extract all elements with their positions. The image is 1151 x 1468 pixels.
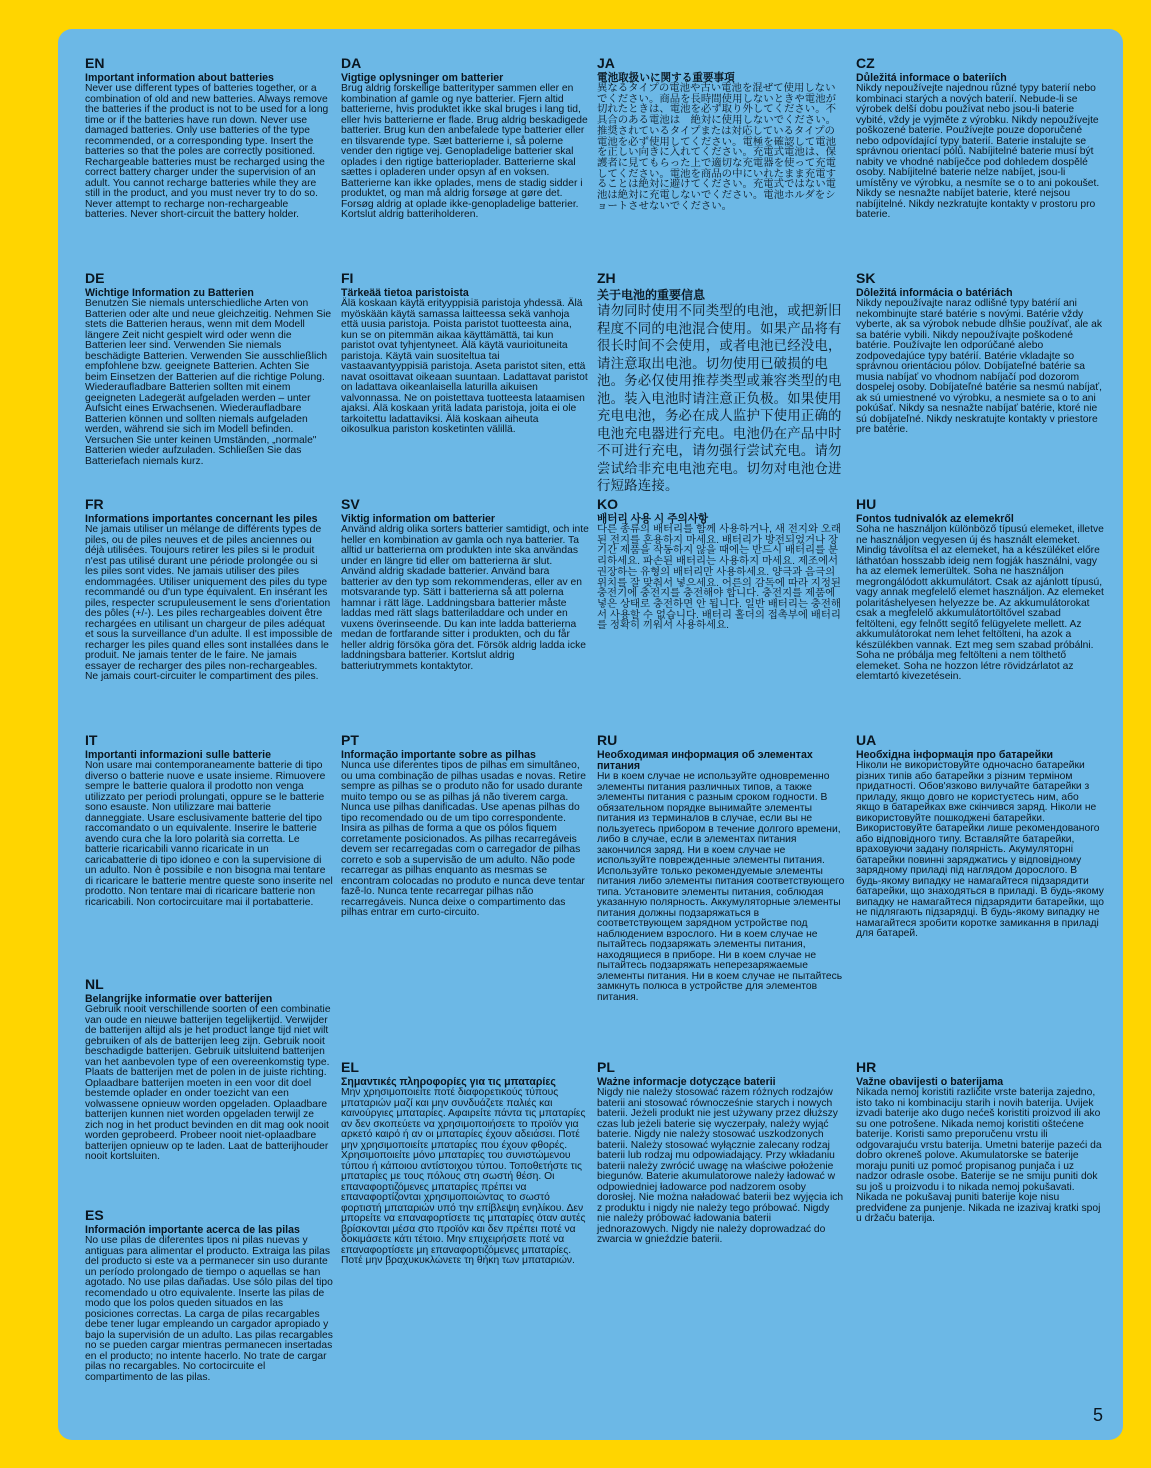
language-code: SK	[856, 270, 876, 286]
language-code: SV	[341, 496, 360, 512]
section-zh	[597, 271, 845, 495]
section-de	[85, 271, 333, 467]
section-title: 배터리 사용 시 주의사항	[597, 513, 709, 525]
page-number: 5	[1093, 1405, 1104, 1425]
section-title: Informação importante sobre as pilhas	[341, 749, 536, 761]
language-code: ES	[85, 1207, 104, 1223]
section-body: Gebruik nooit verschillende soorten of een combinatie van oude en nieuwe batterijen tegelijkertijd. Verwijder de batterijen altijd als je het product lange tijd niet wilt gebruiken of als de batterijen leeg zijn. Gebruik nooit beschadigde batterijen. Gebruik uitsluitend batterijen van het aanbevolen type of een overeenkomstig type. Plaats de batterijen met de polen in de juiste richting. Oplaadbare batterijen moeten in een voor dit doel bestemde oplader en onder toezicht van een volwassene opnieuw worden opgeladen. Oplaadbare batterijen kunnen niet worden opgeladen terwijl ze zich nog in het product bevinden en dit mag ook nooit worden geprobeerd. Probeer nooit niet-oplaadbare batterijen opnieuw op te laden. Laat de batterijhouder nooit kortsluiten.	[85, 1004, 331, 1162]
language-code: HU	[856, 496, 877, 512]
section-body: Ни в коем случае не используйте одновременно элементы питания различных типов, а также элементы питания с разным сроком годности. В обязательном порядке вынимайте элементы питания из терминалов в случае, если вы не пользуетесь прибором в течение долгого времени, либо в случае, если в элементах питания закончился заряд. Ни в коем случае не используйте поврежденные элементы питания. Используйте только рекомендуемые элементы питания либо элементы питания соответствующего типа. Установите элементы питания, соблюдая указанную полярность. Аккумуляторные элементы питания должны подзаряжаться в соответствующем зарядном устройстве под наблюдением взрослого. Ни в коем случае не пытайтесь подзаряжать элементы питания, находящиеся в приборе. Ни в коем случае не пытайтесь подзаряжать неперезаряжаемые элементы питания. Ни в коем случае не пытайтесь замкнуть полюса в устройстве для элементов питания.	[597, 771, 845, 1003]
section-nl	[85, 977, 333, 1163]
section-body: 다른 종류의 배터리를 함께 사용하거나, 새 전지와 오래된 전지를 혼용하지 마세요. 배터리가 방전되었거나 장기간 제품을 작동하지 않을 때에는 반드시 배터리를 분리하세요. 파손된 배터리는 사용하지 마세요. 제조에서 권장하는 유형의 배터리만 사용하세요. 양극과 음극의 위치를 잘 맞춰서 넣으세요. 어른의 감독에 따라 지정된 충전기에 충전지를 충전해야 합니다. 충전지를 제품에 넣은 상태로 충전하면 안 됩니다. 일반 배터리는 충전해서 사용할 수 없습니다. 배터리 홀더의 접촉부에 배터리를 정확히 끼워서 사용하세요.	[597, 524, 841, 632]
section-title: Belangrijke informatie over batterijen	[85, 993, 273, 1005]
section-da	[341, 56, 589, 221]
section-title: Důležitá informace o bateriích	[856, 72, 1007, 84]
section-ru	[597, 733, 845, 1003]
language-code: FR	[85, 496, 104, 512]
section-body: Nikdy nepoužívajte naraz odlišné typy batérií ani nekombinujte staré batérie s novými. Batérie vždy vyberte, ak sa výrobok nebude dlhšie používať, ale ak sa batérie vybili. Nikdy nepoužívajte poškodené batérie. Používajte len odporúčané alebo zodpovedajúce typy batérií. Batérie vkladajte so správnou orientáciou pólov. Dobíjateľné batérie sa musia nabíjať vo vhodnom nabíjačí pod dozorom dospelej osoby. Dobíjateľné batérie sa nesmú nabíjať, ak sú umiestnené vo výrobku, a nesmiete sa o to ani pokúšať. Nikdy sa nesnažte nabíjať batérie, ktoré nie sú dobíjateľné. Nikdy neskratujte kontakty v priestore pre batérie.	[856, 298, 1102, 435]
language-code: IT	[85, 732, 98, 748]
section-body: Benutzen Sie niemals unterschiedliche Arten von Batterien oder alte und neue gleichzeitig. Nehmen Sie stets die Batterien heraus, wenn mit dem Modell längere Zeit nicht gespielt wird oder wenn die Batterien leer sind. Verwenden Sie niemals beschädigte Batterien. Verwenden Sie ausschließlich empfohlene bzw. geeignete Batterien. Achten Sie beim Einsetzen der Batterien auf die richtige Polung. Wiederaufladbare Batterien sollten mit einem geeigneten Ladegerät aufgeladen werden – unter Aufsicht eines Erwachsenen. Wiederaufladbare Batterien können und sollten niemals aufgeladen werden, während sie sich im Modell befinden. Versuchen Sie unter keinen Umständen, „normale" Batterien wieder aufzuladen. Schließen Sie das Batteriefach niemals kurz.	[85, 298, 332, 467]
section-body: Μην χρησιμοποιείτε ποτέ διαφορετικούς τύπους μπαταριών μαζί και μην συνδυάζετε παλιές και καινούργιες μπαταρίες. Αφαιρείτε πάντα τις μπαταρίες αν δεν σκοπεύετε να χρησιμοποιήσετε το προϊόν για αρκετό καιρό ή αν οι μπαταρίες έχουν αδειάσει. Ποτέ μην χρησιμοποιείτε μπαταρίες που έχουν φθορές. Χρησιμοποιείτε μόνο μπαταρίες του συνιστώμενου τύπου ή κάποιου αντίστοιχου τύπου. Τοποθετήστε τις μπαταρίες με τους πόλους στη σωστή θέση. Οι επαναφορτιζόμενες μπαταρίες πρέπει να επαναφορτίζονται χρησιμοποιώντας το σωστό φορτιστή μπαταριών υπό την επίβλεψη ενηλίκου. Δεν μπορείτε να επαναφορτίσετε τις μπαταρίες όταν αυτές βρίσκονται μέσα στο προϊόν και δεν πρέπει ποτέ να δοκιμάσετε κάτι τέτοιο. Μην επιχειρήσετε ποτέ να επαναφορτίσετε μη επαναφορτιζόμενες μπαταρίες. Ποτέ μην βραχυκυκλώνετε τη θήκη των μπαταριών.	[341, 1087, 586, 1266]
section-fi	[341, 271, 589, 436]
section-body: Ніколи не використовуйте одночасно батарейки різних типів або батарейки з різним терміном придатності. Обов'язково вилучайте батарейки з приладу, якщо довго не користуєтесь ним, або якщо в батарейках вже скінчився заряд. Ніколи не використовуйте пошкоджені батарейки. Використовуйте батарейки лише рекомендованого або відповідного типу. Вставляйте батарейки, враховуючи задану полярність. Акумуляторні батарейки повинні заряджатись у відповідному зарядному приладі під наглядом дорослого. В будь-якому випадку не намагайтеся підзарядити батарейки, що знаходяться в приладі. В будь-якому випадку не намагайтеся підзарядити батарейки, що не підлягають підзарядці. В будь-якому випадку не намагайтеся зробити коротке замикання в приладі для батарей.	[856, 760, 1104, 939]
section-title: Important information about batteries	[85, 72, 274, 84]
section-body: Nigdy nie należy stosować razem różnych rodzajów baterii ani stosować równocześnie starych i nowych baterii. Jeżeli produkt nie jest używany przez dłuższy czas lub jeżeli baterie się wyczerpały, należy wyjąć baterie. Nigdy nie należy stosować uszkodzonych baterii. Należy stosować wyłącznie zalecany rodzaj baterii lub rodzaj mu odpowiadający. Przy wkładaniu baterii należy zwrócić uwagę na właściwe położenie biegunów. Baterie akumulatorowe należy ładować w odpowiedniej ładowarce pod nadzorem osoby dorosłej. Nie można naładować baterii bez wyjęcia ich z produktu i nigdy nie należy tego próbować. Nigdy nie należy próbować ładowania baterii jednorazowych. Nigdy nie należy doprowadzać do zwarcia w gnieździe baterii.	[597, 1087, 844, 1245]
section-title: Važne obavijesti o baterijama	[856, 1076, 1004, 1088]
language-code: EN	[85, 55, 105, 71]
section-it	[85, 733, 333, 908]
section-title: Σημαντικές πληροφορίες για τις μπαταρίες	[341, 1076, 556, 1088]
section-body: Använd aldrig olika sorters batterier samtidigt, och inte heller en kombination av gamla och nya batterier. Ta alltid ur batterierna om produkten inte ska användas under en längre tid eller om batterierna är slut. Använd aldrig skadade batterier. Använd bara batterier av den typ som rekommenderas, eller av en motsvarande typ. Sätt i batterierna så att polerna hamnar i rätt läge. Laddningsbara batterier måste laddas med rätt slags batteriladdare och under en vuxens överinseende. Du kan inte ladda batterierna medan de fortfarande sitter i produkten, och du får heller aldrig försöka göra det. Försök aldrig ladda icke laddningsbara batterier. Kortslut aldrig batteriutrymmets kontaktytor.	[341, 524, 589, 672]
section-body: No use pilas de diferentes tipos ni pilas nuevas y antiguas para alimentar el producto. Extraiga las pilas del producto si este va a permanecer sin uso durante un período prolongado de tiempo o aquellas se han agotado. No use pilas dañadas. Use sólo pilas del tipo recomendado u otro equivalente. Inserte las pilas de modo que los polos queden situados en las posiciones correctas. La carga de pilas recargables debe tener lugar empleando un cargador apropiado y bajo la supervisión de un adulto. Las pilas recargables no se pueden cargar mientras permanecen insertadas en el producto; no intente hacerlo. No trate de cargar pilas no recargables. No cortocircuite el compartimento de las pilas.	[85, 1235, 333, 1383]
section-body: Nunca use diferentes tipos de pilhas em simultâneo, ou uma combinação de pilhas usadas e novas. Retire sempre as pilhas se o produto não for usado durante muito tempo ou se as pilhas já não tiverem carga. Nunca use pilhas danificadas. Use apenas pilhas do tipo recomendado ou de um tipo correspondente. Insira as pilhas de forma a que os pólos fiquem corretamente posicionados. As pilhas recarregáveis devem ser recarregadas com o carregador de pilhas correto e sob a supervisão de um adulto. Não pode recarregar as pilhas enquanto as mesmas se encontram colocadas no produto e nunca deve tentar fazê-lo. Nunca tente recarregar pilhas não recarregáveis. Nunca deixe o compartimento das pilhas entrar em curto-circuito.	[341, 760, 586, 918]
section-title: Необходимая информация об элементах питания	[597, 749, 813, 772]
language-code: EL	[341, 1059, 359, 1075]
section-body: Ne jamais utiliser un mélange de différents types de piles, ou de piles neuves et de piles anciennes ou déjà utilisées. Toujours retirer les piles si le produit n'est pas utilisé durant une période prolongée ou si les piles sont vides. Ne jamais utiliser des piles endommagées. Utiliser uniquement des piles du type recommandé ou d'un type équivalent. En insérant les piles, respecter scrupuleusement le sens d'orientation des pôles (+/-). Les piles rechargeables doivent être rechargées en utilisant un chargeur de piles adéquat et sous la surveillance d'un adulte. Il est impossible de recharger les piles quand elles sont installées dans le produit. Ne jamais tenter de le faire. Ne jamais essayer de recharger des piles non-rechargeables. Ne jamais court-circuiter le compartiment des piles.	[85, 524, 333, 682]
section-ua	[856, 733, 1104, 940]
language-code: DA	[341, 55, 362, 71]
section-body: Soha ne használjon különböző típusú elemeket, illetve ne használjon vegyesen új és használt elemeket. Mindig távolítsa el az elemeket, ha a készüléket előre láthatóan hosszabb ideig nem fogják használni, vagy ha az elemek lemerültek. Soha ne használjon megrongálódott akkumulátort. Csak az ajánlott típusú, vagy annak megfelelő elemet használjon. Az elemeket polaritáshelyesen helyezze be. Az akkumulátorokat csak a megfelelő akkumulátortöltővel szabad feltölteni, egy felnőtt segítő felügyelete mellett. Az akkumulátorokat nem lehet feltölteni, ha azok a készülékben vannak. Ezt meg sem szabad próbálni. Soha ne próbálja meg feltölteni a nem tölthető elemeket. Soha ne hozzon létre rövidzárlatot az elemtartó kivezetésein.	[856, 524, 1104, 682]
section-title: Tärkeää tietoa paristoista	[341, 287, 469, 299]
section-sv	[341, 497, 589, 672]
section-body: Nikdy nepoužívejte najednou různé typy baterií nebo kombinaci starých a nových baterií. Nebude-li se výrobek delší dobu používat nebo jsou-li baterie vybité, vždy je vyjměte z výrobku. Nikdy nepoužívejte poškozené baterie. Používejte pouze doporučené nebo odpovídající typy baterií. Baterie instalujte se správnou orientací pólů. Nabíjitelné baterie musí být nabity ve vhodné nabíječce pod dohledem dospělé osoby. Nabíjitelné baterie nelze nabíjet, jsou-li umístěny ve výrobku, a nesmíte se o to ani pokoušet. Nikdy se nesnažte nabíjet baterie, které nejsou nabíjitelné. Nikdy nezkratujte kontakty v prostoru pro baterie.	[856, 83, 1100, 220]
language-code: PT	[341, 732, 359, 748]
language-code: DE	[85, 270, 105, 286]
section-body: 異なるタイプの電池や古い電池を混ぜて使用しないでください。商品を長時間使用しないときや電池が切れたときは、電池を必ず取り外してください。不具合のある電池は 絶対に使用しないでください。推奨されているタイプまたは対応しているタイプの電池を必ず使用してください。電極を確認して電池を正しい向きに入れてください。充電式電池は、保護者に見てもらった上で適切な充電器を使って充電してください。電池を商品の中にいれたまま充電することは絶対に避けてください。充電式ではない電池は絶対に充電しないでください。電池ホルダをショートさせないでください。	[597, 83, 836, 212]
section-title: Ważne informacje dotyczące baterii	[597, 1076, 776, 1088]
section-pl	[597, 1060, 845, 1246]
section-hr	[856, 1060, 1104, 1225]
section-body: Älä koskaan käytä erityyppisiä paristoja yhdessä. Älä myöskään käytä samassa laitteessa sekä vanhoja että uusia paristoja. Poista paristot tuotteesta aina, kun se on pitemmän aikaa käyttämättä, tai kun paristot ovat tyhjentyneet. Älä käytä vaurioituneita paristoja. Käytä vain suositeltua tai vastaavantyyppisiä paristoja. Aseta paristot siten, että navat osoittavat oikeaan suuntaan. Ladattavat paristot on ladattava oikeanlaisella laturilla aikuisen valvonnassa. Ne on poistettava tuotteesta lataamisen ajaksi. Älä koskaan yritä ladata paristoja, joita ei ole tarkoitettu ladattaviksi. Älä koskaan aiheuta oikosulkua pariston kosketinten välillä.	[341, 298, 588, 435]
section-title: Fontos tudnivalók az elemekről	[856, 513, 1014, 525]
language-code: KO	[597, 496, 618, 512]
section-title: Viktig information om batterier	[341, 513, 496, 525]
section-body: Brug aldrig forskellige batterityper sammen eller en kombination af gamle og nye batterier. Fjern altid batterierne, hvis produktet ikke skal bruges i lang tid, eller hvis batterierne er flade. Brug aldrig beskadigede batterier. Brug kun den anbefalede type batterier eller en tilsvarende type. Sæt batterierne i, så polerne vender den rigtige vej. Genopladelige batterier skal oplades i den rigtige batterioplader. Batterierne skal sættes i opladeren under opsyn af en voksen. Batterierne kan ikke oplades, mens de stadig sidder i produktet, og man må aldrig forsøge at gøre det. Forsøg aldrig at oplade ikke-genopladelige batterier. Kortslut aldrig batteriholderen.	[341, 83, 588, 220]
section-fr	[85, 497, 333, 683]
language-code: PL	[597, 1059, 615, 1075]
section-body: 请勿同时使用不同类型的电池，或把新旧程度不同的电池混合使用。如果产品将有很长时间不会使用，或者电池已经没电，请注意取出电池。切勿使用已破损的电池。务必仅使用推荐类型或兼容类型的电池。装入电池时请注意正负极。如果使用充电电池，务必在成人监护下使用正确的电池充电器进行充电。电池仍在产品中时不可进行充电，请勿强行尝试充电。请勿尝试给非充电电池充电。切勿对电池仓进行短路连接。	[597, 303, 842, 493]
section-ko	[597, 497, 845, 632]
section-title: Importanti informazioni sulle batterie	[85, 749, 272, 761]
section-body: Non usare mai contemporaneamente batterie di tipo diverso o batterie nuove e usate insieme. Rimuovere sempre le batterie qualora il prodotto non venga utilizzato per periodi prolungati, oppure se le batterie sono esauste. Non utilizzare mai batterie danneggiate. Usare esclusivamente batterie del tipo raccomandato o un equivalente. Inserire le batterie avendo cura che la loro polarità sia corretta. Le batterie ricaricabili vanno ricaricate in un caricabatterie di tipo idoneo e con la supervisione di un adulto. Non è possibile e non bisogna mai tentare di ricaricare le batterie mentre queste sono inserite nel prodotto. Non tentare mai di ricaricare batterie non ricaricabili. Non cortocircuitare mai il portabatterie.	[85, 760, 333, 908]
section-title: Información importante acerca de las pilas	[85, 1224, 300, 1236]
section-hu	[856, 497, 1104, 683]
language-code: RU	[597, 732, 618, 748]
section-en	[85, 56, 333, 221]
battery-info-panel	[58, 29, 1123, 1440]
section-sk	[856, 271, 1104, 436]
section-title: 关于电池的重要信息	[597, 288, 706, 302]
language-code: UA	[856, 732, 877, 748]
section-body: Nikada nemoj koristiti različite vrste baterija zajedno, isto tako ni kombinaciju starih i novih baterija. Uvijek izvadi baterije ako dugo nećeš koristiti proizvod ili ako su one potrošene. Nikada nemoj koristiti oštećene baterije. Koristi samo preporučenu vrstu ili odgovarajuću vrstu baterija. Umetni baterije pazeći da dobro okreneš polove. Akumulatorske se baterije moraju puniti uz pomoć propisanog punjača i uz nadzor odrasle osobe. Baterije se ne smiju puniti dok su još u proizvodu i to nikada nemoj pokušavati. Nikada ne pokušavaj puniti baterije koje nisu predviđene za punjenje. Nikada ne izazivaj kratki spoj u držaču baterija.	[856, 1087, 1102, 1224]
language-code: HR	[856, 1059, 877, 1075]
section-ja	[597, 56, 845, 212]
section-title: 電池取扱いに関する重要事項	[597, 72, 735, 84]
language-code: JA	[597, 55, 615, 71]
section-title: Informations importantes concernant les piles	[85, 513, 318, 525]
section-pt	[341, 733, 589, 919]
section-title: Необхідна інформація про батарейки	[856, 749, 1054, 761]
section-title: Dôležitá informácia o batériách	[856, 287, 1013, 299]
section-body: Never use different types of batteries together, or a combination of old and new batteries. Always remove the batteries if the product is not to be used for a long time or if the batteries have run down. Never use damaged batteries. Only use batteries of the type recommended, or a corresponding type. Insert the batteries so that the poles are correctly positioned. Rechargeable batteries must be recharged using the correct battery charger under the supervision of an adult. You cannot recharge batteries while they are still in the product, and you must never try to do so. Never attempt to recharge non-rechargeable batteries. Never short-circuit the battery holder.	[85, 83, 329, 220]
section-title: Wichtige Information zu Batterien	[85, 287, 254, 299]
language-code: CZ	[856, 55, 875, 71]
section-cz	[856, 56, 1104, 221]
section-es	[85, 1208, 333, 1383]
section-el	[341, 1060, 589, 1267]
language-code: ZH	[597, 270, 616, 286]
language-code: NL	[85, 976, 104, 992]
section-title: Vigtige oplysninger om batterier	[341, 72, 504, 84]
language-code: FI	[341, 270, 354, 286]
